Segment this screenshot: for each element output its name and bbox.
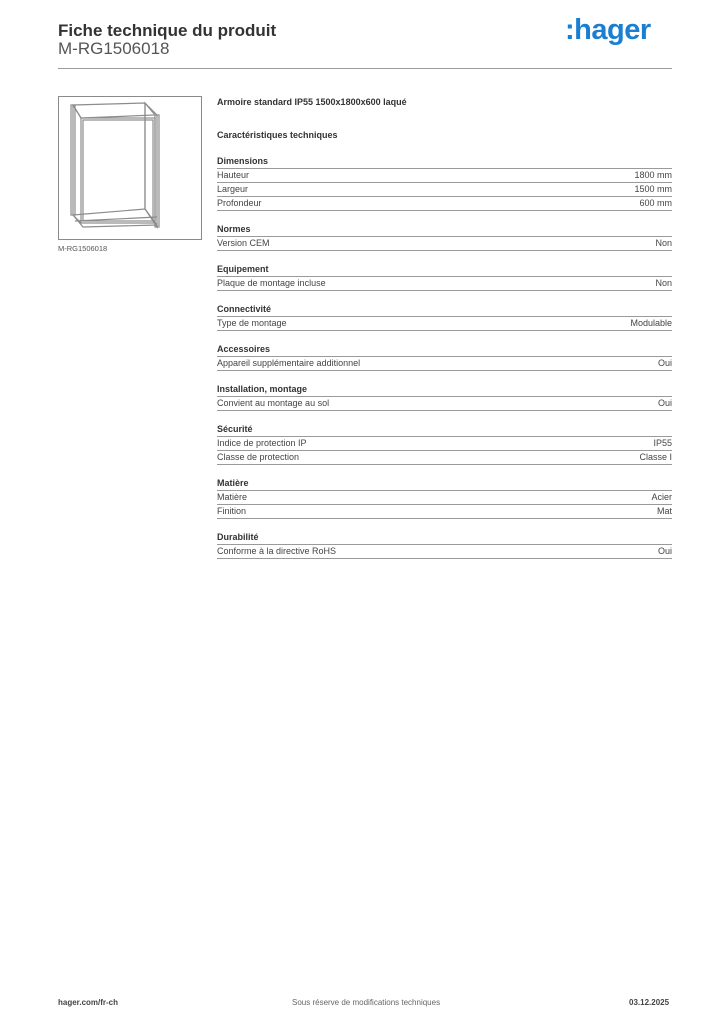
- product-reference: M-RG1506018: [58, 39, 170, 58]
- spec-label: Largeur: [217, 184, 249, 194]
- page-title: Fiche technique du produit: [58, 21, 277, 40]
- spec-row: [217, 197, 672, 211]
- spec-group: [217, 383, 672, 411]
- spec-row: [217, 183, 672, 197]
- spec-label: Hauteur: [217, 170, 250, 180]
- spec-row: [217, 397, 672, 411]
- spec-row: [217, 545, 672, 559]
- group-title: Durabilité: [217, 531, 672, 545]
- spec-group: [217, 303, 672, 331]
- spec-value: Mat: [656, 506, 672, 516]
- footer-website[interactable]: hager.com/fr-ch: [58, 998, 119, 1007]
- spec-label: Matière: [217, 492, 248, 502]
- footer-date: 03.12.2025: [629, 998, 670, 1007]
- section-title: Caractéristiques techniques: [217, 130, 338, 140]
- spec-row: [217, 451, 672, 465]
- spec-label: Type de montage: [217, 318, 287, 328]
- group-title: Installation, montage: [217, 383, 672, 397]
- spec-row: [217, 317, 672, 331]
- spec-value: Non: [655, 238, 672, 248]
- spec-row: [217, 277, 672, 291]
- spec-label: Version CEM: [217, 238, 270, 248]
- group-title: Connectivité: [217, 303, 672, 317]
- header-divider: [58, 68, 672, 69]
- spec-row: [217, 505, 672, 519]
- spec-section: [217, 96, 672, 571]
- spec-value: Classe I: [639, 452, 672, 462]
- spec-value: Oui: [657, 398, 672, 408]
- spec-value: Oui: [657, 358, 672, 368]
- spec-group: [217, 477, 672, 519]
- spec-value: Acier: [651, 492, 672, 502]
- footer-note: Sous réserve de modifications techniques: [292, 998, 441, 1007]
- spec-label: Conforme à la directive RoHS: [217, 546, 337, 556]
- group-title: Dimensions: [217, 155, 672, 169]
- spec-label: Plaque de montage incluse: [217, 278, 326, 288]
- spec-group: [217, 423, 672, 465]
- spec-group: [217, 343, 672, 371]
- spec-row: [217, 437, 672, 451]
- spec-row: [217, 491, 672, 505]
- product-image: [58, 96, 202, 240]
- spec-label: Classe de protection: [217, 452, 300, 462]
- product-name: Armoire standard IP55 1500x1800x600 laqué: [217, 97, 407, 107]
- spec-group: [217, 155, 672, 211]
- group-title: Equipement: [217, 263, 672, 277]
- spec-groups: [217, 155, 672, 559]
- spec-value: 600 mm: [639, 198, 672, 208]
- spec-label: Convient au montage au sol: [217, 398, 330, 408]
- spec-group: [217, 531, 672, 559]
- spec-row: [217, 357, 672, 371]
- spec-value: Modulable: [630, 318, 672, 328]
- spec-value: Oui: [657, 546, 672, 556]
- image-caption: M-RG1506018: [58, 244, 108, 253]
- spec-value: 1500 mm: [634, 184, 672, 194]
- spec-label: Profondeur: [217, 198, 262, 208]
- spec-label: Finition: [217, 506, 247, 516]
- spec-row: [217, 169, 672, 183]
- hager-logo: :hager: [565, 14, 651, 46]
- group-title: Sécurité: [217, 423, 672, 437]
- spec-group: [217, 263, 672, 291]
- spec-value: IP55: [653, 438, 672, 448]
- group-title: Accessoires: [217, 343, 672, 357]
- spec-label: Appareil supplémentaire additionnel: [217, 358, 361, 368]
- spec-value: Non: [655, 278, 672, 288]
- group-title: Matière: [217, 477, 672, 491]
- spec-group: [217, 223, 672, 251]
- cabinet-frame-image: [59, 97, 201, 239]
- spec-row: [217, 237, 672, 251]
- spec-label: Indice de protection IP: [217, 438, 307, 448]
- spec-value: 1800 mm: [634, 170, 672, 180]
- group-title: Normes: [217, 223, 672, 237]
